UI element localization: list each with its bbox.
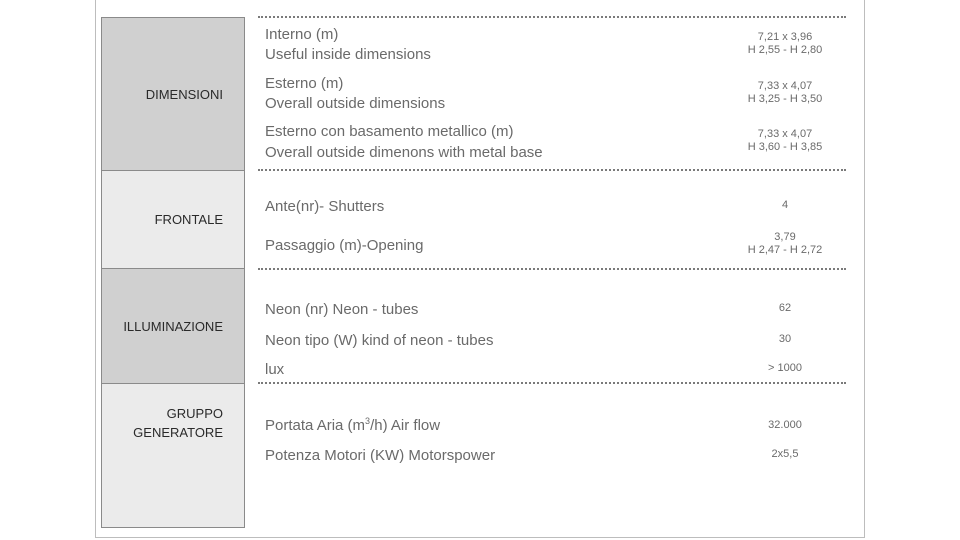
potenza-value: 2x5,5 — [771, 448, 799, 460]
separator — [258, 268, 846, 270]
passaggio-value-line1: 3,79 — [774, 231, 796, 243]
base-value — [705, 128, 865, 154]
ante-value: 4 — [781, 199, 789, 211]
neon-value: 62 — [778, 302, 792, 314]
separator — [258, 169, 846, 171]
esterno-label-it: Esterno (m) — [265, 75, 344, 92]
esterno-value — [705, 80, 865, 106]
category-illuminazione — [101, 268, 245, 384]
lux-label: lux — [265, 361, 285, 378]
neon-tipo-value: 30 — [778, 333, 792, 345]
passaggio-value — [705, 231, 865, 257]
separator — [258, 16, 846, 18]
base-label-it: Esterno con basamento metallico (m) — [265, 123, 514, 140]
potenza-label: Potenza Motori (KW) Motorspower — [265, 447, 496, 464]
category-label — [133, 404, 223, 442]
portata-label-text-end: /h) Air flow — [370, 417, 441, 434]
passaggio-label: Passaggio (m)-Opening — [265, 237, 424, 254]
interno-value-line1: 7,21 x 3,96 — [757, 31, 813, 43]
category-dimensioni — [101, 17, 245, 171]
separator — [258, 382, 846, 384]
interno-label-en: Useful inside dimensions — [265, 46, 431, 63]
portata-label-superscript: 3 — [365, 416, 371, 426]
lux-value: > 1000 — [768, 362, 802, 374]
category-label-line1: GRUPPO — [166, 406, 223, 421]
portata-label-text: Portata Aria (m — [265, 417, 366, 434]
interno-value-line2: H 2,55 - H 2,80 — [747, 44, 823, 56]
category-label: ILLUMINAZIONE — [123, 318, 223, 334]
neon-label: Neon (nr) Neon - tubes — [265, 301, 419, 318]
category-label: DIMENSIONI — [145, 86, 223, 102]
neon-tipo-label: Neon tipo (W) kind of neon - tubes — [265, 332, 494, 349]
portata-value: 32.000 — [768, 419, 802, 431]
category-frontale — [101, 170, 245, 269]
interno-value — [705, 31, 865, 57]
interno-label-it: Interno (m) — [265, 26, 339, 43]
category-label-line2: GENERATORE — [133, 425, 223, 440]
passaggio-value-line2: H 2,47 - H 2,72 — [747, 244, 823, 256]
category-label: FRONTALE — [154, 212, 223, 227]
category-gruppo-generatore — [101, 383, 245, 528]
portata-label — [265, 416, 440, 435]
esterno-value-line1: 7,33 x 4,07 — [757, 80, 813, 92]
base-value-line2: H 3,60 - H 3,85 — [747, 141, 823, 153]
base-value-line1: 7,33 x 4,07 — [757, 128, 813, 140]
esterno-label-en: Overall outside dimensions — [265, 95, 446, 112]
base-label-en: Overall outside dimenons with metal base — [265, 144, 543, 161]
esterno-value-line2: H 3,25 - H 3,50 — [747, 93, 823, 105]
ante-label: Ante(nr)- Shutters — [265, 198, 385, 215]
